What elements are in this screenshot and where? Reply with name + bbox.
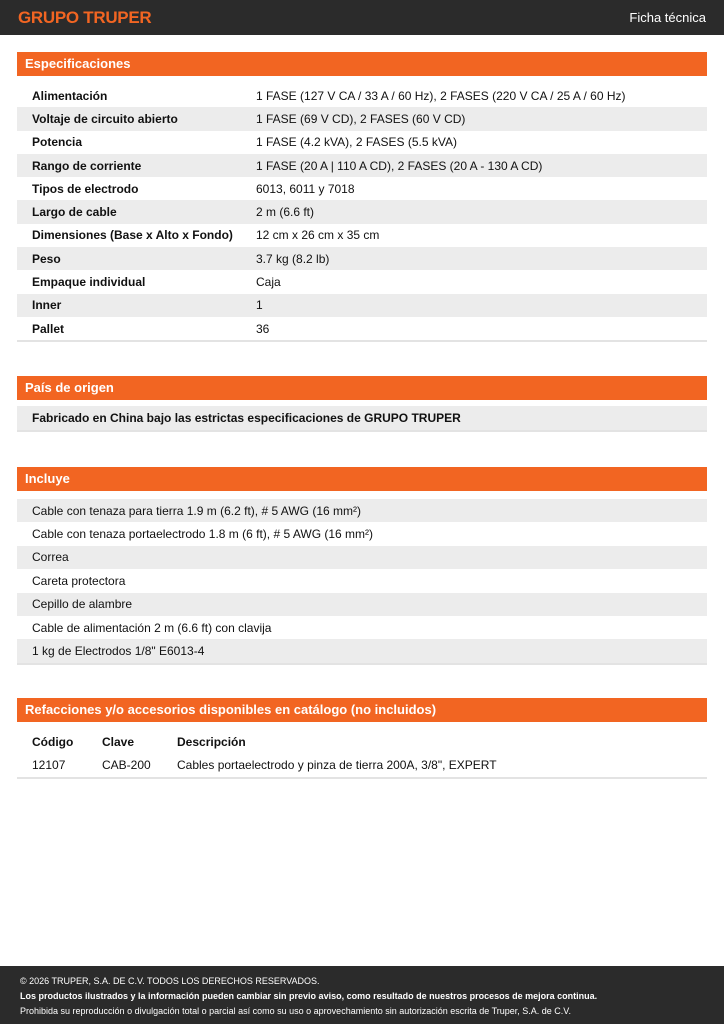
list-item: Careta protectora — [17, 569, 707, 592]
spec-label: Potencia — [32, 135, 83, 150]
footer-legal: Prohibida su reproducción o divulgación total o parcial así como su uso o aprovechamiento sin autorización escrita de Truper, S.A. de C.V. — [20, 1006, 571, 1016]
spec-label: Peso — [32, 251, 61, 266]
spec-row — [17, 107, 707, 130]
accessories-title: Refacciones y/o accesorios disponibles en catálogo (no incluidos) — [17, 698, 707, 722]
spec-row — [17, 154, 707, 177]
spec-row — [17, 200, 707, 223]
spec-value: 1 FASE (20 A | 110 A CD), 2 FASES (20 A - 130 A CD) — [256, 158, 543, 173]
spec-value: 3.7 kg (8.2 lb) — [256, 251, 330, 266]
spec-label: Largo de cable — [32, 205, 117, 220]
spec-row — [17, 84, 707, 107]
spec-label: Alimentación — [32, 88, 108, 103]
header-bar — [0, 0, 724, 35]
cell-code: 12107 — [32, 758, 66, 773]
cell-description: Cables portaelectrodo y pinza de tierra 200A, 3/8", EXPERT — [177, 758, 497, 773]
spec-row — [17, 294, 707, 317]
spec-label: Inner — [32, 298, 62, 313]
spec-row — [17, 224, 707, 247]
footer-notice: Los productos ilustrados y la información pueden cambiar sin previo aviso, como resultado de nuestros procesos de mejora continua. — [20, 991, 598, 1001]
spec-value: 36 — [256, 321, 270, 336]
column-header-code: Código — [32, 734, 74, 749]
spec-row — [17, 247, 707, 270]
spec-value: 6013, 6011 y 7018 — [256, 181, 355, 196]
spec-row — [17, 177, 707, 200]
list-item: Cable con tenaza portaelectrodo 1.8 m (6 ft), # 5 AWG (16 mm²) — [17, 522, 707, 545]
spec-value: 1 FASE (127 V CA / 33 A / 60 Hz), 2 FASES (220 V CA / 25 A / 60 Hz) — [256, 88, 626, 103]
spec-row — [17, 270, 707, 293]
column-header-key: Clave — [102, 734, 135, 749]
origin-title: País de origen — [17, 376, 707, 400]
spec-value: 2 m (6.6 ft) — [256, 205, 315, 220]
spec-label: Pallet — [32, 321, 65, 336]
document-type: Ficha técnica — [629, 10, 706, 25]
includes-section — [17, 467, 707, 665]
spec-value: Caja — [256, 275, 281, 290]
table-header — [17, 730, 707, 754]
list-item: Cepillo de alambre — [17, 593, 707, 616]
specs-section — [17, 52, 707, 342]
cell-key: CAB-200 — [102, 758, 151, 773]
spec-value: 1 — [256, 298, 263, 313]
includes-list — [17, 499, 707, 665]
footer-copyright: © 2026 TRUPER, S.A. DE C.V. TODOS LOS DERECHOS RESERVADOS. — [20, 976, 320, 986]
spec-label: Tipos de electrodo — [32, 181, 139, 196]
spec-label: Empaque individual — [32, 275, 146, 290]
accessories-table — [17, 730, 707, 779]
origin-section — [17, 376, 707, 432]
column-header-description: Descripción — [177, 734, 246, 749]
origin-text: Fabricado en China bajo las estrictas especificaciones de GRUPO TRUPER — [17, 406, 707, 432]
spec-value: 12 cm x 26 cm x 35 cm — [256, 228, 380, 243]
list-item: Cable con tenaza para tierra 1.9 m (6.2 ft), # 5 AWG (16 mm²) — [17, 499, 707, 522]
spec-label: Voltaje de circuito abierto — [32, 111, 178, 126]
accessories-section — [17, 698, 707, 779]
spec-row — [17, 131, 707, 154]
spec-label: Rango de corriente — [32, 158, 142, 173]
list-item: Correa — [17, 546, 707, 569]
specs-table — [17, 84, 707, 342]
spec-label: Dimensiones (Base x Alto x Fondo) — [32, 228, 233, 243]
list-item: 1 kg de Electrodos 1/8" E6013-4 — [17, 639, 707, 662]
brand-logo: GRUPO TRUPER — [18, 7, 152, 27]
includes-title: Incluye — [17, 467, 707, 491]
spec-value: 1 FASE (4.2 kVA), 2 FASES (5.5 kVA) — [256, 135, 457, 150]
footer — [0, 966, 724, 1024]
specs-title: Especificaciones — [17, 52, 707, 76]
spec-row — [17, 317, 707, 340]
list-item: Cable de alimentación 2 m (6.6 ft) con clavija — [17, 616, 707, 639]
spec-value: 1 FASE (69 V CD), 2 FASES (60 V CD) — [256, 111, 466, 126]
table-row — [17, 754, 707, 778]
